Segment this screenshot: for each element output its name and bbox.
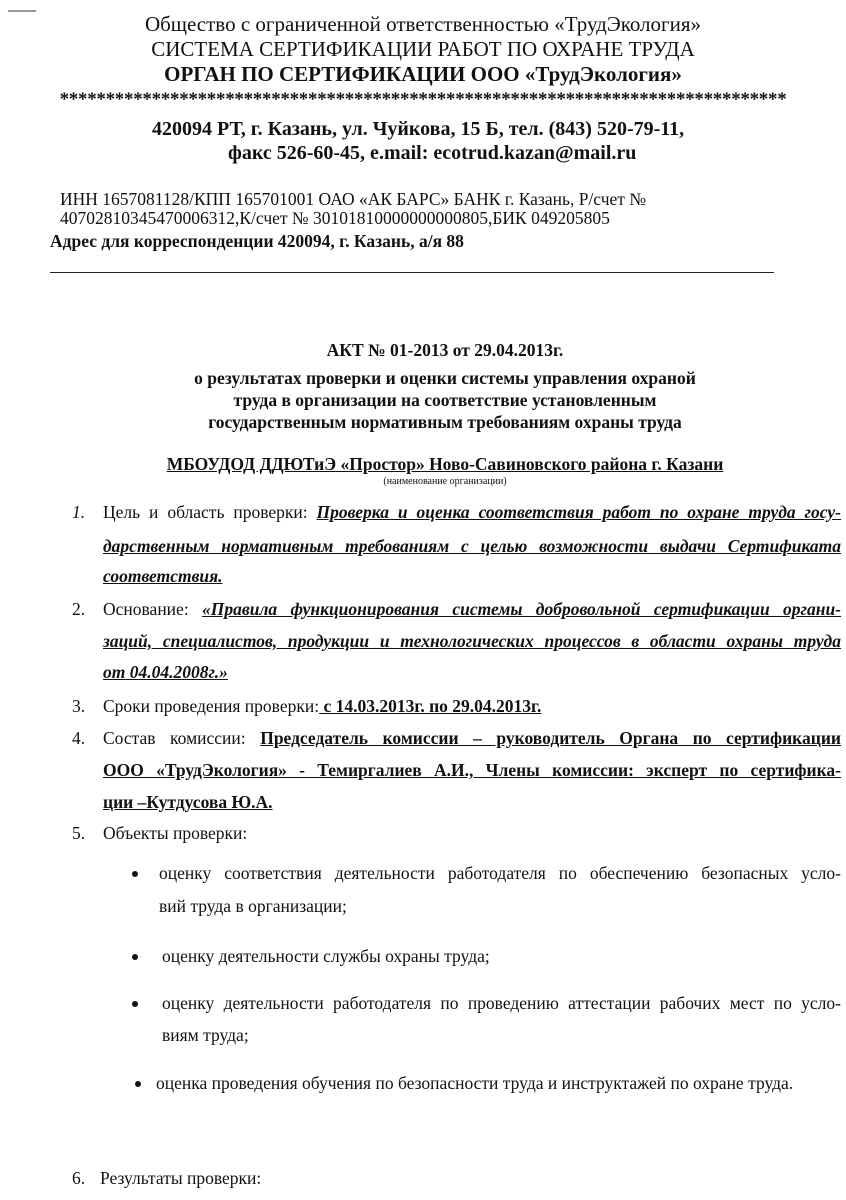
item5-label: Объекты проверки:: [103, 823, 248, 843]
requisites-line2: 40702810345470006312,К/счет № 30101810000000000805,БИК 049205805: [60, 208, 610, 228]
system-name: СИСТЕМА СЕРТИФИКАЦИИ РАБОТ ПО ОХРАНЕ ТРУДА: [151, 37, 695, 61]
bullet3-line1: оценку деятельности работодателя по проведению аттестации рабочих мест по усло-: [162, 993, 841, 1013]
bullet1-line1: оценку соответствия деятельности работодателя по обеспечению безопасных усло-: [159, 863, 841, 883]
email-link[interactable]: ecotrud.kazan@mail.ru: [433, 142, 637, 164]
fax-text: факс 526-60-45, e.mail:: [228, 142, 434, 164]
header-rule: [50, 272, 774, 273]
header-contacts: [228, 143, 636, 163]
item6-label: Результаты проверки:: [100, 1168, 262, 1188]
bullet-icon: [132, 871, 138, 877]
bullet-icon: [135, 1081, 141, 1087]
scan-mark: [8, 10, 36, 12]
header-address: 420094 РТ, г. Казань, ул. Чуйкова, 15 Б, тел. (843) 520-79-11,: [152, 118, 685, 140]
item2-line1: Основание: «Правила функционирования системы добровольной сертификации органи-: [103, 599, 842, 619]
item1-line1: Цель и область проверки: Проверка и оценка соответствия работ по охране труда госу-: [103, 502, 841, 522]
certification-body: ОРГАН ПО СЕРТИФИКАЦИИ ООО «ТрудЭкология»: [164, 62, 682, 86]
act-title: АКТ № 01-2013 от 29.04.2013г.: [326, 340, 564, 360]
item3-line: Сроки проведения проверки: с 14.03.2013г. по 29.04.2013г.: [103, 696, 542, 716]
org-name: Общество с ограниченной ответственностью «ТрудЭкология»: [144, 12, 702, 36]
item4-line1: Состав комиссии: Председатель комиссии – руководитель Органа по сертификации: [103, 728, 841, 748]
bullet4-line1: оценка проведения обучения по безопасности труда и инструктажей по охране труда.: [156, 1073, 794, 1093]
item4-line3: ции –Кутдусова Ю.А.: [103, 792, 273, 812]
item4-line2: ООО «ТрудЭкология» - Темиргалиев А.И., Члены комиссии: эксперт по сертифика-: [103, 760, 841, 780]
item5-number: 5.: [72, 823, 86, 843]
bullet-icon: [132, 954, 138, 960]
item3-number: 3.: [72, 696, 86, 716]
act-subtitle-1: о результатах проверки и оценки системы управления охраной: [194, 368, 696, 388]
organization-caption: (наименование организации): [383, 476, 507, 487]
item1-number: 1.: [72, 502, 86, 522]
item4-number: 4.: [72, 728, 86, 748]
act-subtitle-2: труда в организации на соответствие установленным: [233, 390, 657, 410]
act-subtitle-3: государственным нормативным требованиям охраны труда: [208, 412, 682, 432]
stars-divider: *******************************************************************************: [59, 89, 787, 110]
item2-line3: от 04.04.2008г.»: [103, 662, 228, 682]
bullet2-line1: оценку деятельности службы охраны труда;: [162, 946, 490, 966]
item6-number: 6.: [72, 1168, 86, 1188]
bullet3-line2: виям труда;: [162, 1025, 249, 1045]
item1-line2: дарственным нормативным требованиям с целью возможности выдачи Сертификата: [103, 536, 841, 556]
item2-number: 2.: [72, 599, 86, 619]
requisites-line1: ИНН 1657081128/КПП 165701001 ОАО «АК БАРС» БАНК г. Казань, Р/счет №: [60, 189, 647, 209]
bullet1-line2: вий труда в организации;: [159, 896, 347, 916]
item2-line2: заций, специалистов, продукции и технологических процессов в области охраны труда: [103, 631, 841, 651]
item1-line3: соответствия.: [103, 566, 223, 586]
bullet-icon: [132, 1001, 138, 1007]
correspondence-address: Адрес для корреспонденции 420094, г. Казань, а/я 88: [50, 231, 464, 251]
organization-name: МБОУДОД ДДЮТиЭ «Простор» Ново-Савиновского района г. Казани: [166, 454, 724, 474]
